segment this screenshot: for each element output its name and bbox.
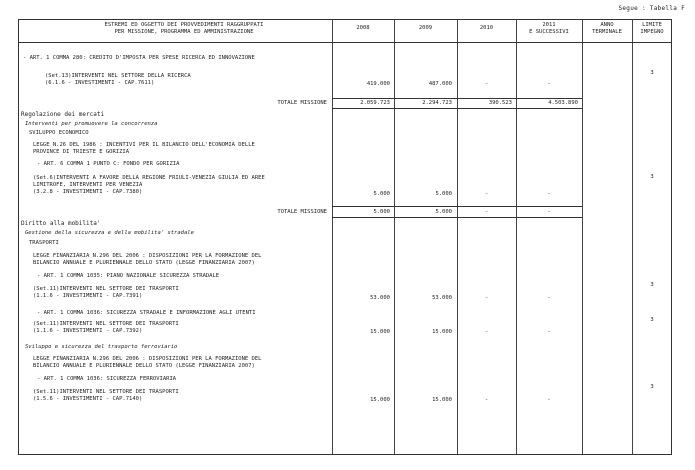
col-header-desc: ESTREMI ED OGGETTO DEI PROVVEDIMENTI RAGGRUPPATI PER MISSIONE, PROGRAMMA ED AMMINISTRAZIONE	[104, 22, 264, 35]
law-title: BILANCIO ANNUALE E PLURIENNALE DELLO STATO (LEGGE FINANZIARIA 2007)	[33, 260, 255, 266]
total-2011: -	[547, 209, 551, 215]
total-2008: 2.059.723	[360, 100, 390, 106]
total-2011: 4.503.890	[548, 100, 578, 106]
cell-2011: -	[547, 81, 551, 87]
law-title: LEGGE N.26 DEL 1986 : INCENTIVI PER IL BILANCIO DELL'ECONOMIA DELLE	[33, 142, 255, 148]
total-label: TOTALE MISSIONE	[277, 100, 327, 106]
row-chapter: (6.1.6 - INVESTIMENTI - CAP.7611)	[45, 80, 155, 86]
row-sector: (Set.11)INTERVENTI NEL SETTORE DEI TRASPORTI	[33, 389, 179, 395]
row-sector: LIMITROFE, INTERVENTI PER VENEZIA	[33, 182, 143, 188]
cell-2008: 15.000	[370, 329, 390, 335]
limit-value: 3	[650, 317, 654, 323]
col-header-limite: LIMITE IMPEGNO	[640, 22, 664, 35]
col-header-anno: ANNO TERMINALE	[592, 22, 622, 35]
row-sector: (Set.6)INTERVENTI A FAVORE DELLA REGIONE FRIULI-VENEZIA GIULIA ED AREE	[33, 175, 265, 181]
row-article: - ART. 6 COMMA 1 PUNTO C: FONDO PER GORIZIA	[37, 161, 180, 167]
cell-2010: -	[484, 397, 489, 403]
row-sector: (Set.13)INTERVENTI NEL SETTORE DELLA RICERCA	[45, 73, 191, 79]
budget-table	[18, 19, 672, 455]
row-article: - ART. 1 COMMA 1035: PIANO NAZIONALE SICUREZZA STRADALE	[37, 273, 220, 279]
header-rule	[19, 42, 671, 43]
mission-title: Regolazione dei mercati	[21, 111, 105, 118]
cell-2008: 5.000	[373, 191, 390, 197]
program-title: Sviluppo e sicurezza del trasporto ferroviario	[25, 344, 178, 350]
limit-value: 3	[650, 282, 654, 288]
law-title: PROVINCE DI TRIESTE E GORIZIA	[33, 149, 130, 155]
total-2009: 5.000	[435, 209, 452, 215]
law-title: LEGGE FINANZIARIA N.296 DEL 2006 : DISPOSIZIONI PER LA FORMAZIONE DEL	[33, 253, 262, 259]
law-title: BILANCIO ANNUALE E PLURIENNALE DELLO STATO (LEGGE FINANZIARIA 2007)	[33, 363, 255, 369]
total-2010: 390.523	[488, 100, 512, 106]
col-header-2008: 2008	[356, 25, 370, 31]
row-chapter: (1.5.6 - INVESTIMENTI - CAP.7140)	[33, 396, 143, 402]
cell-2009: 15.000	[432, 397, 452, 403]
limit-value: 3	[650, 70, 654, 76]
cell-2010: -	[484, 329, 489, 335]
cell-2009: 53.000	[432, 295, 452, 301]
row-sector: (Set.11)INTERVENTI NEL SETTORE DEI TRASPORTI	[33, 321, 179, 327]
total-rule	[332, 217, 582, 218]
cell-2011: -	[547, 191, 551, 197]
col-header-2011: 2011 E SUCCESSIVI	[529, 22, 569, 35]
limit-value: 3	[650, 384, 654, 390]
total-label: TOTALE MISSIONE	[277, 209, 327, 215]
cell-2011: -	[547, 397, 551, 403]
row-chapter: (1.1.6 - INVESTIMENTI - CAP.7392)	[33, 328, 143, 334]
cell-2009: 5.000	[435, 191, 452, 197]
mission-title: Diritto alla mobilita'	[21, 220, 101, 227]
program-title: Gestione della sicurezza e della mobilita' stradale	[25, 230, 194, 236]
col-header-2010: 2010	[479, 25, 494, 31]
administration-title: SVILUPPO ECONOMICO	[29, 130, 89, 136]
continuation-label: Segue : Tabella F	[618, 5, 685, 12]
total-rule	[332, 98, 582, 99]
row-article: - ART. 1 COMMA 1036: SICUREZZA STRADALE E INFORMAZIONE AGLI UTENTI	[37, 310, 256, 316]
cell-2009: 487.000	[428, 81, 452, 87]
cell-2011: -	[547, 329, 551, 335]
administration-title: TRASPORTI	[29, 240, 59, 246]
cell-2011: -	[547, 295, 551, 301]
cell-2010: -	[484, 295, 489, 301]
row-chapter: (1.1.6 - INVESTIMENTI - CAP.7391)	[33, 293, 143, 299]
law-title: LEGGE FINANZIARIA N.296 DEL 2006 : DISPOSIZIONI PER LA FORMAZIONE DEL	[33, 356, 262, 362]
cell-2009: 15.000	[432, 329, 452, 335]
program-title: Interventi per promuovere la concorrenza	[25, 121, 158, 127]
cell-2010: -	[484, 81, 489, 87]
total-rule	[332, 206, 582, 207]
row-article: - ART. 1 COMMA 280: CREDITO D'IMPOSTA PER SPESE RICERCA ED INNOVAZIONE	[23, 55, 255, 61]
col-rule	[582, 20, 583, 454]
row-article: - ART. 1 COMMA 1036: SICUREZZA FERROVIARIA	[37, 376, 177, 382]
total-2010: -	[484, 209, 489, 215]
cell-2008: 419.000	[366, 81, 390, 87]
row-chapter: (3.2.8 - INVESTIMENTI - CAP.7380)	[33, 189, 143, 195]
total-rule	[332, 108, 582, 109]
cell-2008: 53.000	[370, 295, 390, 301]
cell-2008: 15.000	[370, 397, 390, 403]
total-2009: 2.294.723	[422, 100, 452, 106]
cell-2010: -	[484, 191, 489, 197]
total-2008: 5.000	[373, 209, 390, 215]
row-sector: (Set.11)INTERVENTI NEL SETTORE DEI TRASPORTI	[33, 286, 179, 292]
limit-value: 3	[650, 174, 654, 180]
col-header-2009: 2009	[418, 25, 433, 31]
